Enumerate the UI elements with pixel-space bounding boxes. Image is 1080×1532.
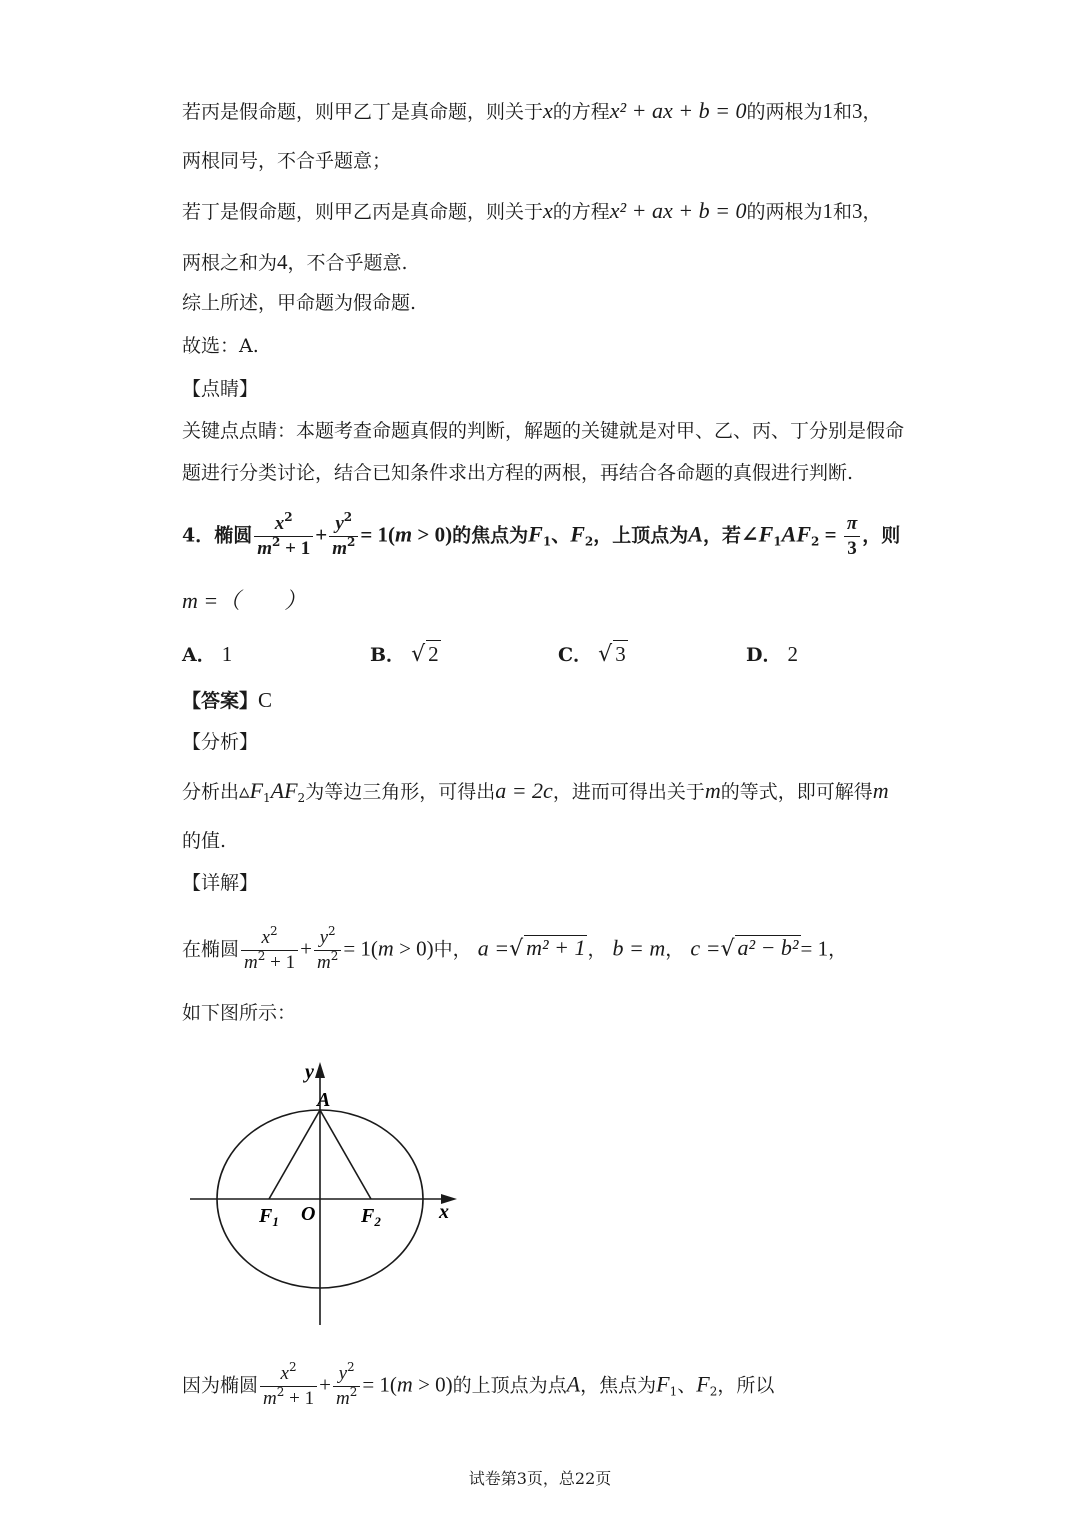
fraction-y2: $\frac{y^2}{m^2}$ [329,512,358,561]
fenxi-heading: 【分析】 [182,731,259,753]
para-1: 若丙是假命题，则甲乙丁是真命题，则关于x的方程x² + ax + b = 0的两根为1和3， [182,98,882,123]
label-o: O [301,1203,316,1225]
label-f2: $F_2$ [361,1205,381,1229]
fraction-pi-3: $\frac{\pi}{3}$ [844,512,860,561]
equation: x² + ax + b = 0 [609,98,747,123]
label-y: y [305,1061,314,1083]
fenxi-line-2: 的值. [182,830,227,852]
dianjing-line-1: 关键点点睛：本题考查命题真假的判断，解题的关键就是对甲、乙、丙、丁分别是假命 [182,420,905,442]
detail-line: 在椭圆 $\frac{x^2}{m^2 + 1}$ + $\frac{y^2}{m^2}$ = 1(m > 0)中， a =√ m² + 1 ， b = m， c =√ a² − b²= 1， [182,924,848,973]
y-axis-arrow [315,1062,325,1078]
label-a: A [317,1089,331,1111]
ellipse-figure [185,1060,465,1340]
fraction-y2: $\frac{y^2}{m^2}$ [333,1362,360,1411]
equation: x² + ax + b = 0 [609,198,747,223]
xiangjie-heading: 【详解】 [182,872,259,894]
segment-af2 [320,1110,371,1199]
fraction-x2: $\frac{x^2}{m^2 + 1}$ [241,926,298,975]
question-4-line-2: m =（ ） [182,588,307,613]
answer: 【答案】C [182,688,273,712]
question-4: 4．椭圆 $\frac{x^2}{m^2 + 1}$ + $\frac{y^2}{m^2}$ = 1(m > 0)的焦点为$F_1$、$F_2$，上顶点为A，若$\angle F_1AF_2$ = $\frac{\pi}{3}$ ，则 [182,510,901,559]
fenxi-line-1: 分析出$▵F_1AF_2$为等边三角形，可得出a = 2c，进而可得出关于m的等式，即可解得m [182,778,889,805]
last-line: 因为椭圆 $\frac{x^2}{m^2 + 1}$ + $\frac{y^2}{m^2}$ = 1(m > 0)的上顶点为点A，焦点为$F_1$、$F_2$，所以 [182,1360,775,1409]
option-a[interactable]: A． 1 [182,642,233,666]
option-d[interactable]: D． 2 [746,642,799,666]
segment-af1 [269,1110,320,1199]
label-x: x [439,1201,449,1223]
dianjing-heading: 【点睛】 [182,378,259,400]
option-b[interactable]: B． √ 2 [370,642,439,667]
page-footer: 试卷第3页，总22页 [468,1469,612,1488]
fraction-y2: $\frac{y^2}{m^2}$ [314,926,341,975]
choice: 故选：A. [182,335,259,357]
fraction-x2: $\frac{x^2}{m^2 + 1}$ [260,1362,317,1411]
option-c[interactable]: C． √ 3 [558,642,626,667]
label-f1: $F_1$ [259,1205,279,1229]
dianjing-line-2: 题进行分类讨论，结合已知条件求出方程的两根，再结合各命题的真假进行判断. [182,462,854,484]
as-shown: 如下图所示： [182,1002,297,1024]
para-2b: 两根之和为4，不合乎题意. [182,250,408,274]
para-2: 若丁是假命题，则甲乙丙是真命题，则关于x的方程x² + ax + b = 0的两根为1和3， [182,198,882,223]
para-1b: 两根同号，不合乎题意； [182,150,392,172]
fraction-x2: $\frac{x^2}{m^2 + 1}$ [254,512,313,561]
summary: 综上所述，甲命题为假命题. [182,292,417,314]
